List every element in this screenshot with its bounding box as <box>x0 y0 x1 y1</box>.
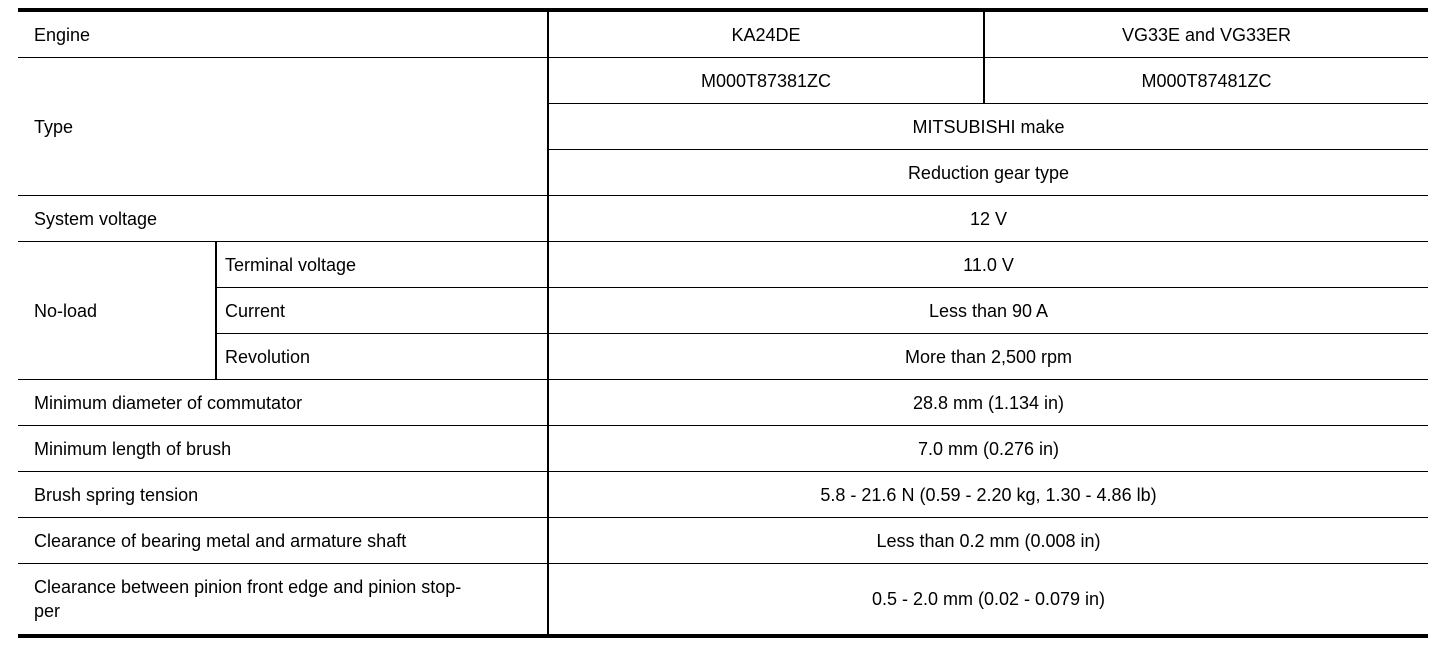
type-make: MITSUBISHI make <box>548 104 1428 150</box>
row-engine <box>18 10 1428 58</box>
commutator-label: Minimum diameter of commutator <box>18 380 548 426</box>
engine-vg33e: VG33E and VG33ER <box>984 10 1428 58</box>
row-current <box>18 288 1428 334</box>
engine-ka24de: KA24DE <box>548 10 984 58</box>
revolution-value: More than 2,500 rpm <box>548 334 1428 380</box>
type-gear: Reduction gear type <box>548 150 1428 196</box>
row-brush-length <box>18 426 1428 472</box>
revolution-label: Revolution <box>216 334 548 380</box>
system-voltage-value: 12 V <box>548 196 1428 242</box>
current-label: Current <box>216 288 548 334</box>
row-revolution <box>18 334 1428 380</box>
spring-tension-label: Brush spring tension <box>18 472 548 518</box>
row-pinion-clearance <box>18 564 1428 637</box>
brush-length-label: Minimum length of brush <box>18 426 548 472</box>
row-system-voltage <box>18 196 1428 242</box>
pinion-clearance-label: Clearance between pinion front edge and pinion stop- per <box>18 564 548 637</box>
spring-tension-value: 5.8 - 21.6 N (0.59 - 2.20 kg, 1.30 - 4.86 lb) <box>548 472 1428 518</box>
terminal-voltage-label: Terminal voltage <box>216 242 548 288</box>
row-terminal-voltage <box>18 242 1428 288</box>
no-load-label: No-load <box>18 242 216 380</box>
brush-length-value: 7.0 mm (0.276 in) <box>548 426 1428 472</box>
system-voltage-label: System voltage <box>18 196 548 242</box>
type-model-2: M000T87481ZC <box>984 58 1428 104</box>
type-model-1: M000T87381ZC <box>548 58 984 104</box>
commutator-value: 28.8 mm (1.134 in) <box>548 380 1428 426</box>
row-commutator <box>18 380 1428 426</box>
pinion-clearance-value: 0.5 - 2.0 mm (0.02 - 0.079 in) <box>548 564 1428 637</box>
type-label: Type <box>18 58 548 196</box>
row-bearing-clearance <box>18 518 1428 564</box>
terminal-voltage-value: 11.0 V <box>548 242 1428 288</box>
row-spring-tension <box>18 472 1428 518</box>
bearing-clearance-label: Clearance of bearing metal and armature shaft <box>18 518 548 564</box>
row-type-model <box>18 58 1428 104</box>
starter-spec-table <box>18 8 1428 638</box>
engine-label: Engine <box>18 10 548 58</box>
current-value: Less than 90 A <box>548 288 1428 334</box>
bearing-clearance-value: Less than 0.2 mm (0.008 in) <box>548 518 1428 564</box>
